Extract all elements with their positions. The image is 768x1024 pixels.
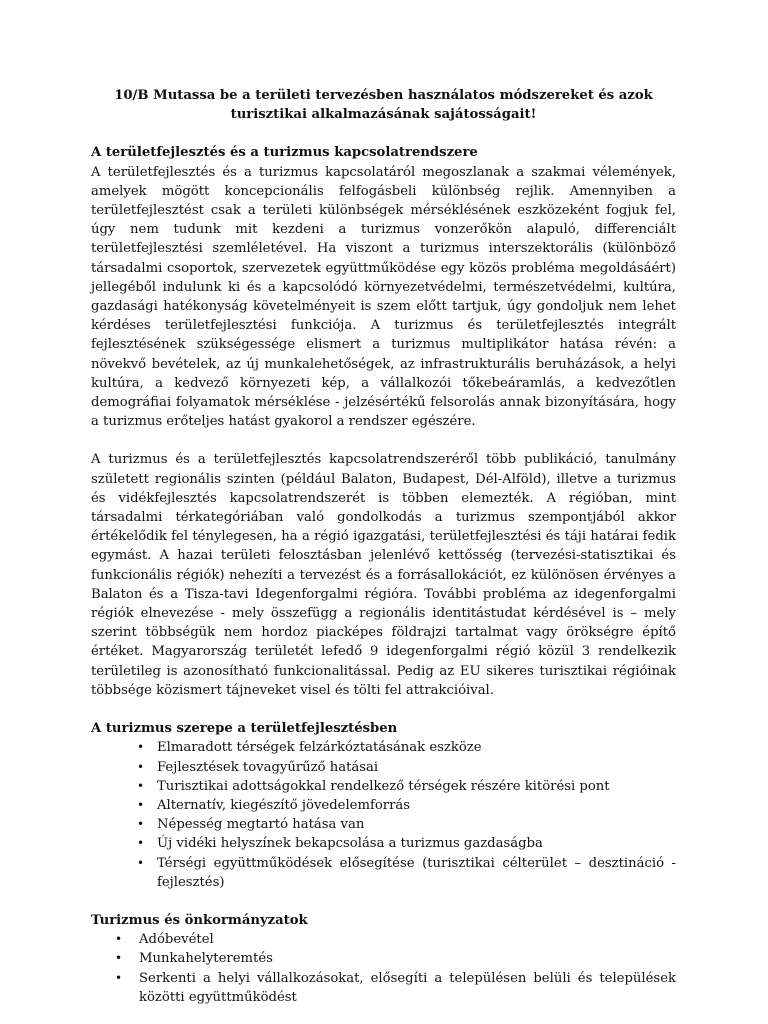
list-item	[137, 796, 676, 815]
paragraph: A területfejlesztés és a turizmus kapcsolatáról megoszlanak a szakmai vélemények, amelyek mögött koncepcionális felfogásbeli különbség rejlik. Amennyiben a területfejlesztést csak a területi különbségek mérséklésének eszközeként fogjuk fel, úgy nem tudunk mit kezdeni a turizmus vonzerőkön alapuló, differenciált területfejlesztési szemléletével. Ha viszont a turizmus interszektorális (különböző társadalmi csoportok, szervezetek együttműködése egy közös probléma megoldásáért) jellegéből indulunk ki és a kapcsolódó környezetvédelmi, természetvédelmi, kultúra, gazdasági hatékonyság követelményeit is szem előtt tartjuk, úgy gondoljuk nem lehet kérdéses területfejlesztési funkciója. A turizmus és területfejlesztés integrált fejlesztésének szükségessége elismert a turizmus multiplikátor hatása révén: a növekvő bevételek, az új munkalehetőségek, az infrastrukturális beruházások, a helyi kultúra, a kedvező környezeti kép, a vállalkozói tőkebeáramlás, a kedvezőtlen demográfiai folyamatok mérséklése - jelzésértékű felsorolás annak bizonyítására, hogy a turizmus erőteljes hatást gyakorol a rendszer egészére.	[91, 164, 676, 430]
bullet-icon: •	[137, 817, 145, 832]
document-title: 10/B Mutassa be a területi tervezésben használatos módszereket és azok turisztikai alkalmazásának sajátosságait!	[114, 88, 653, 123]
paragraph: A turizmus és a területfejlesztés kapcsolatrendszeréről több publikáció, tanulmány született regionális szinten (például Balaton, Budapest, Dél-Alföld), illetve a turizmus és vidékfejlesztés kapcsolatrendszerét is többen elemezték. A régióban, mint társadalmi térkategóriában való gondolkodás a turizmus szempontjából akkor értékelődik fel ténylegesen, ha a régió igazgatási, területfejlesztési és táji határai fedik egymást. A hazai területi felosztásban jelenlévő kettősség (tervezési-statisztikai és funkcionális régiók) nehezíti a tervezést és a forrásallokációt, ez különösen érvényes a Balaton és a Tisza-tavi Idegenforgalmi régióra. További probléma az idegenforgalmi régiók elnevezése - mely összefügg a regionális identitástudat kérdésével is – mely szerint többségük nem hordoz piacképes földrajzi tartalmat vagy örökségre építő értéket. Magyarország területét lefedő 9 idegenforgalmi régió közül 3 rendelkezik területileg is azonosítható funkcionalitással. Pedig az EU sikeres turisztikai régióinak többsége közismert tájneveket visel és tölti fel attrakcióival.	[91, 452, 676, 698]
section-heading-relationship: A területfejlesztés és a turizmus kapcsolatrendszere	[91, 145, 478, 161]
list-item	[137, 738, 676, 757]
bullet-icon: •	[137, 797, 145, 812]
role-bullet-list	[91, 738, 676, 892]
municipalities-bullet-list	[91, 930, 676, 1007]
bullet-icon: •	[137, 740, 145, 755]
bullet-icon: •	[115, 951, 123, 966]
bullet-icon: •	[137, 855, 145, 870]
list-item	[137, 854, 676, 892]
list-item	[137, 834, 676, 853]
list-item-text: Munkahelyteremtés	[139, 951, 273, 967]
list-item	[137, 815, 676, 834]
list-item	[115, 930, 676, 949]
document-page	[91, 86, 676, 1007]
list-item-text: Fejlesztések tovagyűrűző hatásai	[157, 759, 379, 775]
list-item-text: Elmaradott térségek felzárkóztatásának eszköze	[157, 740, 482, 756]
list-item	[115, 949, 676, 968]
list-item-text: Adóbevétel	[139, 932, 214, 948]
list-item-text: Térségi együttműködések elősegítése (turisztikai célterület – desztináció - fejlesztés)	[157, 855, 676, 890]
list-item-text: Új vidéki helyszínek bekapcsolása a turizmus gazdaságba	[157, 836, 543, 852]
bullet-icon: •	[137, 836, 145, 851]
bullet-icon: •	[137, 759, 145, 774]
list-item	[115, 969, 676, 1007]
section-heading-municipalities: Turizmus és önkormányzatok	[91, 912, 308, 928]
bullet-icon: •	[115, 970, 123, 985]
list-item-text: Turisztikai adottságokkal rendelkező térségek részére kitörési pont	[157, 778, 610, 794]
bullet-icon: •	[115, 932, 123, 947]
list-item-text: Alternatív, kiegészítő jövedelemforrás	[157, 797, 411, 813]
section-heading-role: A turizmus szerepe a területfejlesztésben	[91, 721, 398, 737]
list-item	[137, 777, 676, 796]
list-item	[137, 758, 676, 777]
list-item-text: Népesség megtartó hatása van	[157, 817, 365, 833]
list-item-text: Serkenti a helyi vállalkozásokat, elősegíti a településen belüli és települések közötti együttműködést	[139, 970, 676, 1005]
bullet-icon: •	[137, 778, 145, 793]
